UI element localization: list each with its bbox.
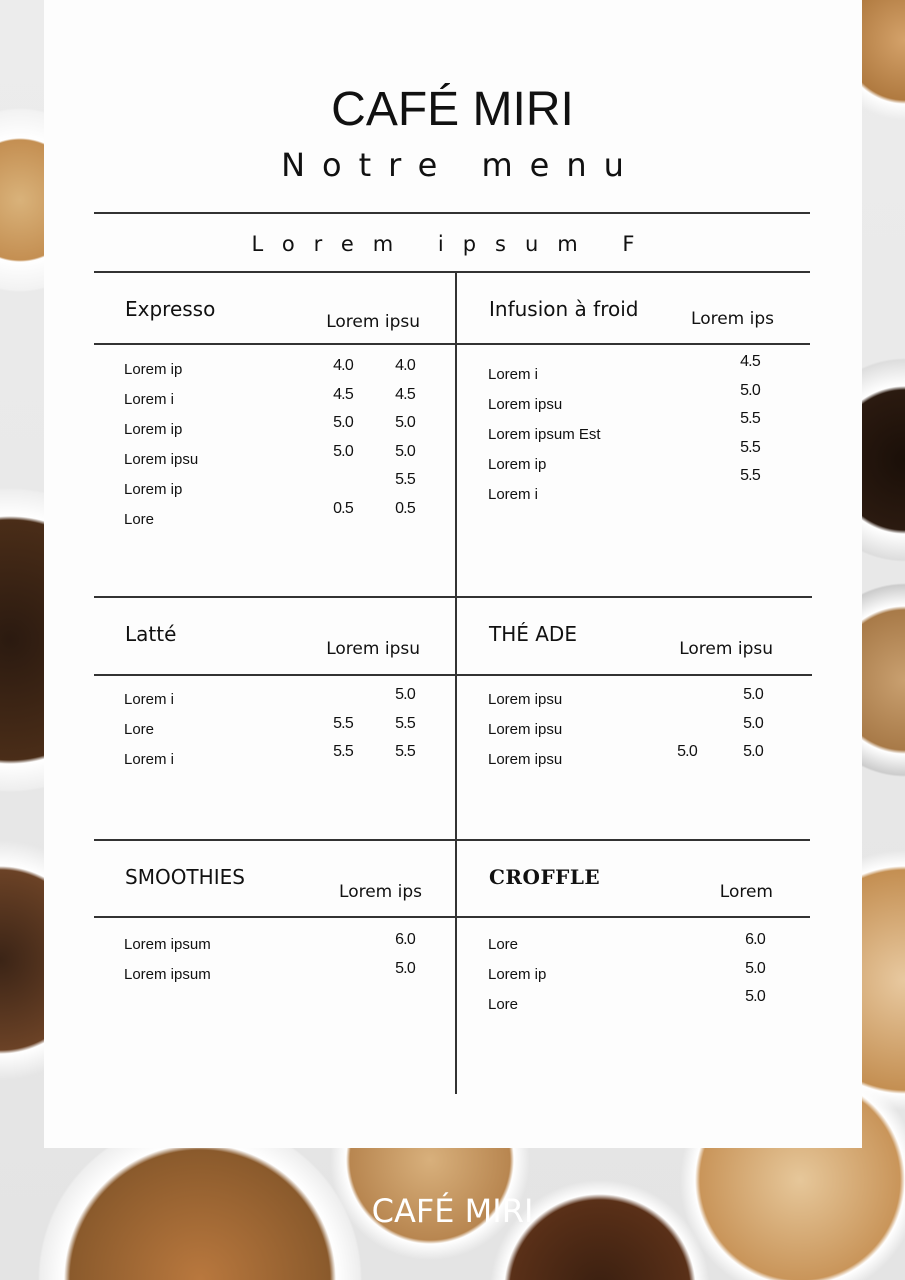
menu-item-price: 5.0 [740, 381, 760, 399]
menu-item-price: 5.0 [743, 743, 763, 761]
menu-item-price: 0.5 [333, 500, 353, 517]
menu-item-name: Lorem ipsum [124, 936, 211, 953]
section-divider [94, 839, 810, 841]
menu-item-name: Lorem ipsum [124, 966, 211, 983]
menu-item-name: Lorem ipsum Est [488, 426, 601, 443]
section-header-divider [94, 674, 456, 676]
page-subtitle: Notre menu [281, 146, 641, 184]
section-title: Latté [125, 622, 177, 646]
menu-item-price: 5.5 [740, 438, 760, 456]
section-divider [94, 596, 812, 598]
menu-item-name: Lorem ipsu [488, 751, 563, 768]
menu-item-name: Lore [488, 996, 519, 1013]
section-header-divider [456, 674, 812, 676]
menu-item-name: Lorem ip [124, 361, 183, 378]
section-title: Infusion à froid [489, 297, 639, 321]
menu-item-name: Lorem ipsu [488, 396, 563, 413]
menu-item-price: 0.5 [395, 500, 415, 517]
section-header-divider [456, 343, 810, 345]
menu-item-name: Lorem i [124, 391, 175, 408]
menu-item-price: 5.5 [395, 714, 415, 732]
menu-item-price: 5.0 [395, 442, 415, 460]
section-subheading: Lorem ipsu [326, 312, 420, 332]
section-header-divider [456, 916, 810, 918]
menu-item-price: 5.0 [745, 959, 765, 977]
menu-item-price: 5.0 [395, 414, 415, 432]
menu-item-price: 5.5 [333, 714, 353, 732]
menu-item-price: 5.0 [743, 686, 763, 703]
menu-item-price: 5.0 [743, 714, 763, 732]
menu-item-name: Lorem i [124, 691, 175, 708]
menu-item-name: Lorem ip [488, 456, 547, 473]
menu-item-price: 6.0 [395, 931, 415, 948]
menu-item-name: Lore [124, 511, 155, 528]
column-divider [455, 272, 457, 1094]
menu-item-name: Lorem i [488, 366, 539, 383]
divider [94, 271, 810, 273]
menu-item-price: 5.5 [333, 743, 353, 761]
menu-item-price: 6.0 [745, 931, 765, 948]
menu-item-price: 4.0 [333, 357, 353, 374]
section-subheading: Lorem [719, 882, 773, 902]
menu-item-price: 4.0 [395, 357, 415, 374]
section-header-divider [94, 343, 456, 345]
menu-item-price: 5.0 [745, 988, 765, 1006]
page-title: CAFÉ MIRI [331, 83, 574, 136]
menu-item-price: 5.0 [395, 959, 415, 977]
menu-item-name: Lorem ipsu [488, 691, 563, 708]
divider [94, 212, 810, 214]
menu-item-price: 5.0 [333, 414, 353, 432]
section-title: SMOOTHIES [125, 865, 245, 889]
menu-item-price: 5.5 [740, 410, 760, 428]
menu-item-price: 5.5 [740, 467, 760, 485]
menu-item-price: 5.0 [333, 442, 353, 460]
menu-item-name: Lorem ip [488, 966, 547, 983]
band-text: Lorem ipsum F [251, 232, 654, 256]
menu-item-price: 5.5 [395, 743, 415, 761]
menu-item-price: 4.5 [333, 385, 353, 403]
section-title: CROFFLE [489, 865, 601, 889]
menu-item-price: 5.5 [395, 471, 415, 489]
menu-item-name: Lorem ip [124, 481, 183, 498]
section-subheading: Lorem ips [339, 882, 422, 902]
menu-item-price: 4.5 [395, 385, 415, 403]
menu-item-name: Lorem ipsu [488, 721, 563, 738]
menu-item-name: Lorem ipsu [124, 451, 199, 468]
footer-brand: CAFÉ MIRI [371, 1192, 534, 1230]
section-subheading: Lorem ipsu [679, 639, 773, 659]
menu-item-price: 4.5 [740, 353, 760, 370]
section-subheading: Lorem ipsu [326, 639, 420, 659]
menu-item-price: 5.0 [395, 686, 415, 703]
menu-item-name: Lorem i [124, 751, 175, 768]
menu-item-name: Lore [488, 936, 519, 953]
menu-item-price: 5.0 [677, 743, 697, 761]
menu-item-name: Lore [124, 721, 155, 738]
section-subheading: Lorem ips [691, 309, 774, 329]
menu-item-name: Lorem i [488, 486, 539, 503]
section-title: THÉ ADE [489, 622, 577, 646]
menu-item-name: Lorem ip [124, 421, 183, 438]
section-title: Expresso [125, 297, 216, 321]
section-header-divider [94, 916, 456, 918]
